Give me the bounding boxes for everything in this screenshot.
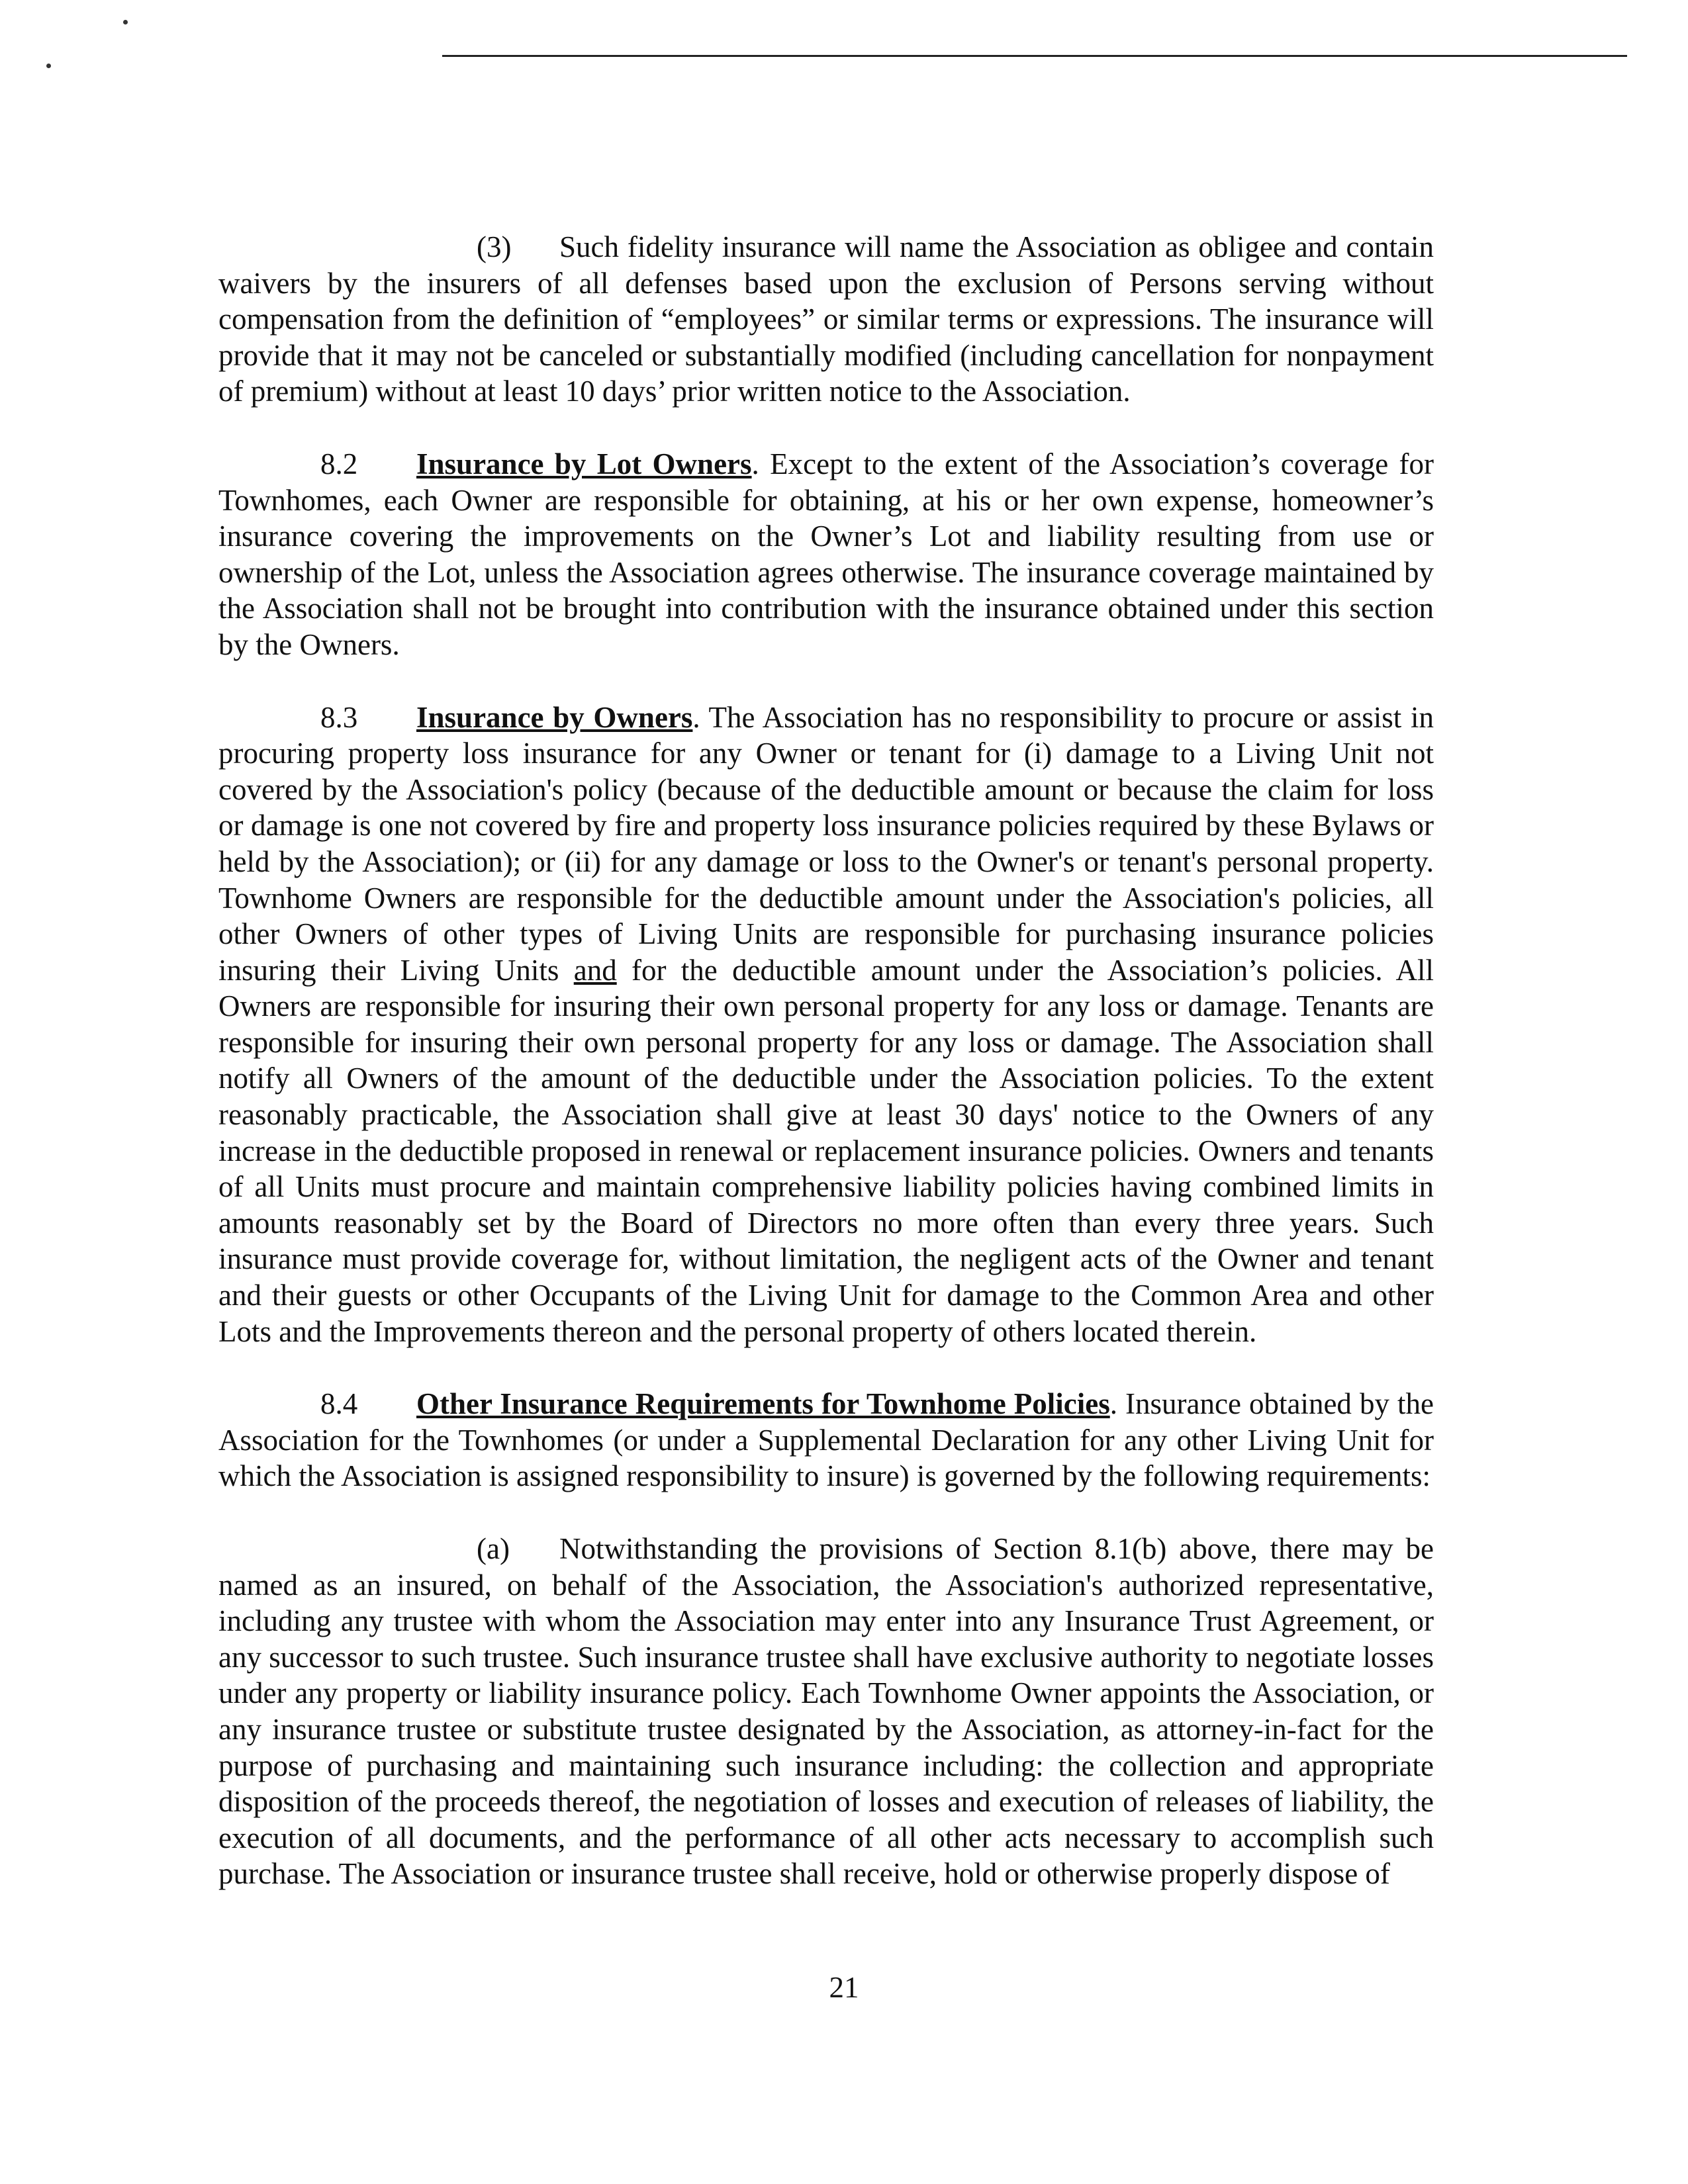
paragraph-a: [218, 1531, 1434, 1892]
section-text: . Insurance obtained by the Association for the Townhomes (or under a Supplemental Declaration for any other Living Unit for which the Association is assigned responsibility to insure) is governed by the following requirements:: [218, 1387, 1434, 1493]
section-heading: Other Insurance Requirements for Townhome Policies: [416, 1387, 1110, 1421]
section-number: 8.2: [320, 447, 358, 480]
section-number: 8.4: [320, 1387, 358, 1421]
section-heading: Insurance by Owners: [416, 700, 693, 734]
scan-speck: [123, 20, 128, 24]
paragraph-text: Notwithstanding the provisions of Section 8.1(b) above, there may be named as an insured, on behalf of the Association, the Association's authorized representative, including any trustee with whom the Association may enter into any Insurance Trust Agreement, or any successor to such trustee. Such insurance trustee shall have exclusive authority to negotiate losses under any property or liability insurance policy. Each Townhome Owner appoints the Association, or any insurance trustee or substitute trustee designated by the Association, as attorney-in-fact for the purpose of purchasing and maintaining such insurance including: the collection and appropriate disposition of the proceeds thereof, the negotiation of losses and execution of releases of liability, the execution of all documents, and the performance of all other acts necessary to accomplish such purchase. The Association or insurance trustee shall receive, hold or otherwise properly dispose of: [218, 1532, 1434, 1891]
paragraph-number: (3): [477, 230, 512, 263]
section-8-3: [218, 700, 1434, 1350]
paragraph-number: (a): [477, 1532, 510, 1565]
paragraph-text: Such fidelity insurance will name the Association as obligee and contain waivers by the insurers of all defenses based upon the exclusion of Persons serving without compensation from the definition of “employees” or similar terms or expressions. The insurance will provide that it may not be canceled or substantially modified (including cancellation for nonpayment of premium) without at least 10 days’ prior written notice to the Association.: [218, 230, 1434, 408]
section-8-2: [218, 446, 1434, 663]
section-text: . Except to the extent of the Association’s coverage for Townhomes, each Owner are responsible for obtaining, at his or her own expense, homeowner’s insurance covering the improvements on the Owner’s Lot and liability resulting from use or ownership of the Lot, unless the Association agrees otherwise. The insurance coverage maintained by the Association shall not be brought into contribution with the insurance obtained under this section by the Owners.: [218, 447, 1434, 661]
section-text-continued: for the deductible amount under the Association’s policies. All Owners are responsible for insuring their own personal property for any loss or damage. Tenants are responsible for insuring their own personal property for any loss or damage. The Association shall notify all Owners of the amount of the deductible under the Association policies. To the extent reasonably practicable, the Association shall give at least 30 days' notice to the Owners of any increase in the deductible proposed in renewal or replacement insurance policies. Owners and tenants of all Units must procure and maintain comprehensive liability policies having combined limits in amounts reasonably set by the Board of Directors no more often than every three years. Such insurance must provide coverage for, without limitation, the negligent acts of the Owner and tenant and their guests or other Occupants of the Living Unit for damage to the Common Area and other Lots and the Improvements thereon and the personal property of others located therein.: [218, 953, 1434, 1348]
scan-speck: [46, 64, 51, 68]
page-number: 21: [829, 1971, 859, 2004]
paragraph-fidelity-insurance: [218, 229, 1434, 410]
emphasis-and: and: [573, 953, 617, 987]
section-text: . The Association has no responsibility to procure or assist in procuring property loss insurance for any Owner or tenant for (i) damage to a Living Unit not covered by the Association's policy (because of the deductible amount or because the claim for loss or damage is one not covered by fire and property loss insurance policies required by these Bylaws or held by the Association); or (ii) for any damage or loss to the Owner's or tenant's personal property. Townhome Owners are responsible for the deductible amount under the Association's policies, all other Owners of other types of Living Units are responsible for purchasing insurance policies insuring their Living Units: [218, 700, 1434, 987]
section-8-4: [218, 1386, 1434, 1494]
section-heading: Insurance by Lot Owners: [416, 447, 752, 480]
header-rule: [442, 55, 1627, 57]
section-number: 8.3: [320, 700, 358, 734]
document-body: [218, 229, 1434, 1929]
